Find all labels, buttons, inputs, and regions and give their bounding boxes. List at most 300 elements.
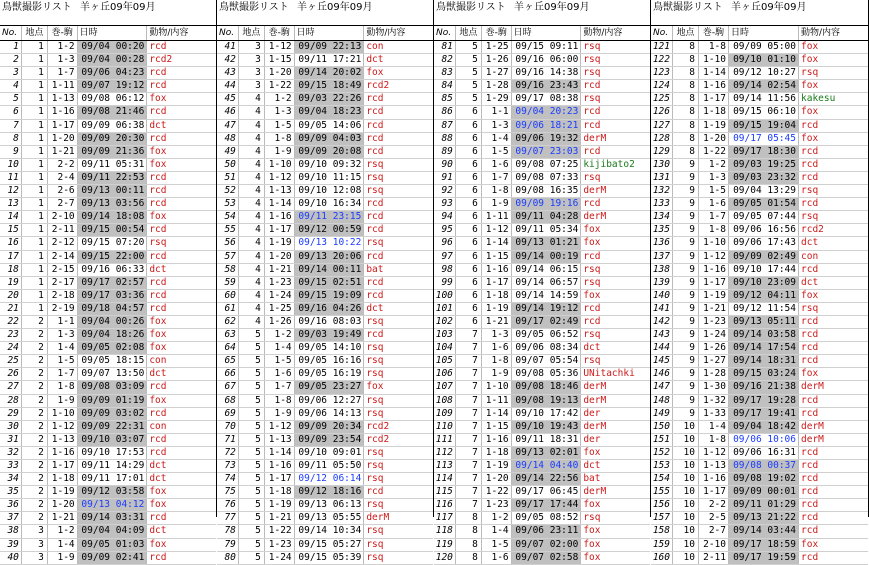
site-number: 9 [673,316,699,328]
table-row[interactable] [651,421,868,434]
table-row[interactable] [217,460,433,473]
site-number: 1 [22,198,48,210]
table-row[interactable] [217,185,433,198]
sheet-subtitle: 羊ヶ丘09年09月 [80,2,156,13]
record-no: 41 [217,41,239,53]
animal-content: rcd [801,499,819,511]
table-row[interactable] [0,447,216,460]
site-number: 9 [673,251,699,263]
table-row[interactable] [651,342,868,355]
record-no: 98 [434,264,456,276]
table-row[interactable] [217,133,433,146]
table-row[interactable] [651,316,868,329]
record-no: 11 [0,172,22,184]
animal-content: rcd [801,394,819,406]
roll-frame: 1-7 [48,368,78,380]
table-row[interactable] [0,237,216,250]
table-row[interactable] [434,54,650,67]
table-row[interactable] [217,329,433,342]
table-row[interactable] [651,224,868,237]
record-datetime: 09/14 04:40 [512,460,582,472]
table-row[interactable] [434,408,650,421]
record-datetime: 09/09 01:19 [78,395,148,407]
animal-content: rsq [366,158,384,170]
record-no: 104 [434,342,456,354]
table-row[interactable] [217,368,433,381]
roll-frame: 1-4 [482,525,512,537]
record-datetime: 09/05 14:10 [295,342,365,354]
animal-content: rsq [583,171,601,183]
table-row[interactable] [0,512,216,525]
table-row[interactable] [651,303,868,316]
table-row[interactable] [0,303,216,316]
site-number: 2 [22,421,48,433]
site-number: 8 [673,133,699,145]
header-gap [0,15,216,25]
record-no: 1 [0,41,22,53]
table-row[interactable] [0,434,216,447]
record-no: 56 [217,237,239,249]
site-number: 6 [456,290,482,302]
table-row[interactable] [217,93,433,106]
table-row[interactable] [651,395,868,408]
site-number: 7 [456,368,482,380]
table-row[interactable] [434,421,650,434]
header-content: 動物/内容 [149,28,189,38]
table-row[interactable] [651,473,868,486]
header-site: 地点 [456,26,482,40]
animal-content: fox [583,525,601,537]
site-number: 8 [456,512,482,524]
record-datetime: 09/06 18:21 [512,120,582,132]
table-row[interactable] [217,106,433,119]
animal-content: rsq [366,355,384,367]
site-number: 5 [456,80,482,92]
animal-content: rcd [366,211,384,223]
record-datetime: 09/14 19:12 [512,303,582,315]
table-row[interactable] [217,41,433,54]
table-row[interactable] [217,525,433,538]
table-row[interactable] [651,237,868,250]
table-row[interactable] [651,525,868,538]
header-gap [217,15,433,25]
site-number: 7 [456,499,482,511]
table-row[interactable] [0,172,216,185]
table-row[interactable] [217,264,433,277]
record-datetime: 09/13 05:11 [729,316,799,328]
table-row[interactable] [434,381,650,394]
table-row[interactable] [217,381,433,394]
table-row[interactable] [217,146,433,159]
site-number: 4 [239,251,265,263]
table-row[interactable] [0,525,216,538]
table-row[interactable] [0,539,216,552]
site-number: 10 [673,460,699,472]
record-no: 66 [217,368,239,380]
table-row[interactable] [217,159,433,172]
table-row[interactable] [434,434,650,447]
record-datetime: 09/06 19:32 [512,133,582,145]
table-row[interactable] [217,251,433,264]
record-datetime: 09/09 20:30 [78,133,148,145]
site-number: 1 [22,80,48,92]
roll-frame: 1-12 [482,224,512,236]
record-no: 32 [0,447,22,459]
record-no: 90 [434,159,456,171]
record-datetime: 09/12 04:11 [729,290,799,302]
table-row[interactable] [651,120,868,133]
record-no: 111 [434,434,456,446]
table-row[interactable] [217,120,433,133]
table-row[interactable] [0,316,216,329]
table-row[interactable] [0,552,216,565]
table-row[interactable] [651,539,868,552]
record-no: 22 [0,316,22,328]
table-row[interactable] [434,224,650,237]
roll-frame: 1-17 [699,277,729,289]
site-number: 2 [22,460,48,472]
sheet-header [651,0,868,15]
table-row[interactable] [434,80,650,93]
table-row[interactable] [0,395,216,408]
table-row[interactable] [217,67,433,80]
table-row[interactable] [0,159,216,172]
animal-content: rsq [366,394,384,406]
table-row[interactable] [0,264,216,277]
site-number: 9 [673,381,699,393]
table-row[interactable] [0,146,216,159]
table-row[interactable] [651,355,868,368]
table-row[interactable] [0,54,216,67]
record-datetime: 09/06 23:11 [512,525,582,537]
roll-frame: 1-7 [482,172,512,184]
table-row[interactable] [434,355,650,368]
table-row[interactable] [0,486,216,499]
record-no: 152 [651,447,673,459]
table-row[interactable] [434,198,650,211]
record-no: 140 [651,290,673,302]
table-row[interactable] [217,303,433,316]
table-row[interactable] [217,539,433,552]
animal-content: rsq [149,237,167,249]
animal-content: fox [366,381,384,393]
roll-frame: 1-22 [265,80,295,92]
roll-frame: 1-15 [482,421,512,433]
table-row[interactable] [217,408,433,421]
animal-content: fox [149,499,167,511]
record-no: 103 [434,329,456,341]
table-row[interactable] [434,552,650,565]
animal-content: dct [801,276,819,288]
record-datetime: 09/10 16:34 [295,198,365,210]
table-row[interactable] [651,54,868,67]
site-number: 1 [22,146,48,158]
record-no: 34 [0,473,22,485]
animal-content: rcd2 [366,433,390,445]
table-row[interactable] [217,277,433,290]
roll-frame: 2-2 [699,499,729,511]
table-row[interactable] [651,172,868,185]
site-number: 4 [239,146,265,158]
table-row[interactable] [651,277,868,290]
table-row[interactable] [434,185,650,198]
table-row[interactable] [217,172,433,185]
table-row[interactable] [434,264,650,277]
table-row[interactable] [0,342,216,355]
animal-content: rsq [583,67,601,79]
record-no: 33 [0,460,22,472]
roll-frame: 1-26 [699,342,729,354]
site-number: 9 [673,185,699,197]
table-row[interactable] [434,146,650,159]
record-datetime: 09/06 10:06 [729,434,799,446]
table-row[interactable] [651,67,868,80]
table-row[interactable] [434,447,650,460]
animal-content: rsq [583,93,601,105]
record-no: 28 [0,395,22,407]
table-row[interactable] [434,395,650,408]
table-row[interactable] [434,303,650,316]
table-row[interactable] [0,421,216,434]
roll-frame: 1-17 [265,473,295,485]
table-row[interactable] [434,106,650,119]
table-row[interactable] [217,211,433,224]
roll-frame: 1-24 [265,290,295,302]
site-number: 4 [239,198,265,210]
table-row[interactable] [434,159,650,172]
roll-frame: 1-9 [48,395,78,407]
table-row[interactable] [434,277,650,290]
table-row[interactable] [0,211,216,224]
animal-content: rcd [801,119,819,131]
site-number: 10 [673,434,699,446]
table-row[interactable] [0,133,216,146]
roll-frame: 1-10 [699,54,729,66]
table-row[interactable] [434,93,650,106]
roll-frame: 1-21 [265,264,295,276]
table-row[interactable] [0,224,216,237]
animal-content: rsq [366,407,384,419]
table-row[interactable] [217,552,433,565]
record-no: 123 [651,67,673,79]
table-row[interactable] [217,473,433,486]
record-datetime: 09/17 02:49 [512,316,582,328]
table-row[interactable] [651,185,868,198]
site-number: 1 [22,303,48,315]
site-number: 1 [22,224,48,236]
table-row[interactable] [651,381,868,394]
table-row[interactable] [0,185,216,198]
table-row[interactable] [217,198,433,211]
record-no: 16 [0,237,22,249]
site-number: 1 [22,237,48,249]
table-row[interactable] [217,434,433,447]
table-row[interactable] [434,172,650,185]
animal-content: fox [149,538,167,550]
table-row[interactable] [0,67,216,80]
table-row[interactable] [0,80,216,93]
roll-frame: 1-16 [699,473,729,485]
table-row[interactable] [217,342,433,355]
record-no: 106 [434,368,456,380]
animal-content: rcd [801,329,819,341]
table-row[interactable] [0,251,216,264]
table-row[interactable] [434,316,650,329]
table-row[interactable] [0,106,216,119]
animal-content: fox [583,551,601,563]
site-number: 5 [239,421,265,433]
site-number: 6 [456,159,482,171]
table-row[interactable] [434,41,650,54]
record-datetime: 09/05 01:03 [78,539,148,551]
sheet-header [0,0,216,15]
record-datetime: 09/08 03:09 [78,381,148,393]
table-row[interactable] [434,525,650,538]
table-row[interactable] [651,368,868,381]
table-row[interactable] [0,368,216,381]
table-row[interactable] [434,342,650,355]
animal-content: rcd [149,289,167,301]
roll-frame: 2-10 [699,539,729,551]
table-row[interactable] [651,264,868,277]
table-row[interactable] [651,434,868,447]
table-row[interactable] [651,290,868,303]
table-row[interactable] [217,237,433,250]
roll-frame: 2-14 [48,251,78,263]
roll-frame: 1-23 [265,277,295,289]
record-datetime: 09/17 18:30 [729,146,799,158]
table-row[interactable] [651,408,868,421]
record-datetime: 09/12 06:14 [295,473,365,485]
table-row[interactable] [0,355,216,368]
table-row[interactable] [0,499,216,512]
table-row[interactable] [217,395,433,408]
table-row[interactable] [217,486,433,499]
roll-frame: 1-14 [482,408,512,420]
record-datetime: 09/06 04:23 [78,67,148,79]
roll-frame: 1-16 [699,80,729,92]
table-row[interactable] [651,329,868,342]
table-row[interactable] [217,355,433,368]
animal-content: rsq [801,67,819,79]
table-row[interactable] [434,329,650,342]
table-row[interactable] [651,460,868,473]
table-row[interactable] [651,146,868,159]
table-row[interactable] [0,120,216,133]
table-row[interactable] [434,211,650,224]
table-row[interactable] [651,486,868,499]
table-row[interactable] [651,80,868,93]
table-row[interactable] [434,67,650,80]
roll-frame: 1-18 [482,447,512,459]
animal-content: fox [149,211,167,223]
table-row[interactable] [0,473,216,486]
table-row[interactable] [651,106,868,119]
site-number: 2 [22,499,48,511]
roll-frame: 2-6 [48,185,78,197]
table-row[interactable] [434,499,650,512]
table-row[interactable] [0,277,216,290]
table-row[interactable] [651,93,868,106]
table-row[interactable] [217,421,433,434]
record-no: 133 [651,198,673,210]
table-row[interactable] [434,237,650,250]
table-row[interactable] [434,290,650,303]
table-row[interactable] [0,460,216,473]
site-number: 3 [22,539,48,551]
table-row[interactable] [0,93,216,106]
table-row[interactable] [651,512,868,525]
table-row[interactable] [217,224,433,237]
table-row[interactable] [0,329,216,342]
table-row[interactable] [0,290,216,303]
table-row[interactable] [0,381,216,394]
animal-content: der [583,407,601,419]
table-row[interactable] [217,290,433,303]
table-row[interactable] [434,512,650,525]
record-datetime: 09/07 19:12 [78,80,148,92]
table-row[interactable] [0,408,216,421]
animal-content: rcd2 [149,54,173,66]
animal-content: rcd [801,486,819,498]
table-row[interactable] [434,486,650,499]
roll-frame: 1-8 [48,381,78,393]
site-number: 4 [239,303,265,315]
animal-content: fox [583,224,601,236]
table-row[interactable] [651,198,868,211]
table-row[interactable] [0,198,216,211]
table-row[interactable] [217,447,433,460]
animal-content: rcd [366,329,384,341]
animal-content: rcd [366,289,384,301]
table-row[interactable] [651,447,868,460]
table-row[interactable] [434,539,650,552]
record-no: 137 [651,251,673,263]
table-row[interactable] [217,512,433,525]
table-row[interactable] [434,120,650,133]
table-row[interactable] [0,41,216,54]
table-row[interactable] [651,159,868,172]
record-datetime: 09/13 21:22 [729,512,799,524]
site-number: 5 [456,41,482,53]
table-row[interactable] [434,368,650,381]
table-row[interactable] [217,316,433,329]
record-no: 132 [651,185,673,197]
animal-content: rcd [583,119,601,131]
table-row[interactable] [651,499,868,512]
site-number: 9 [673,342,699,354]
table-row[interactable] [217,54,433,67]
animal-content: rcd [149,67,167,79]
site-number: 7 [456,486,482,498]
table-row[interactable] [651,552,868,565]
record-no: 51 [217,172,239,184]
table-row[interactable] [434,133,650,146]
record-no: 62 [217,316,239,328]
table-row[interactable] [434,460,650,473]
record-no: 68 [217,395,239,407]
table-row[interactable] [434,251,650,264]
roll-frame: 1-13 [265,185,295,197]
table-row[interactable] [651,211,868,224]
table-row[interactable] [651,41,868,54]
table-row[interactable] [651,133,868,146]
table-row[interactable] [217,80,433,93]
record-datetime: 09/05 23:27 [295,381,365,393]
table-row[interactable] [651,251,868,264]
table-row[interactable] [434,473,650,486]
table-row[interactable] [217,499,433,512]
